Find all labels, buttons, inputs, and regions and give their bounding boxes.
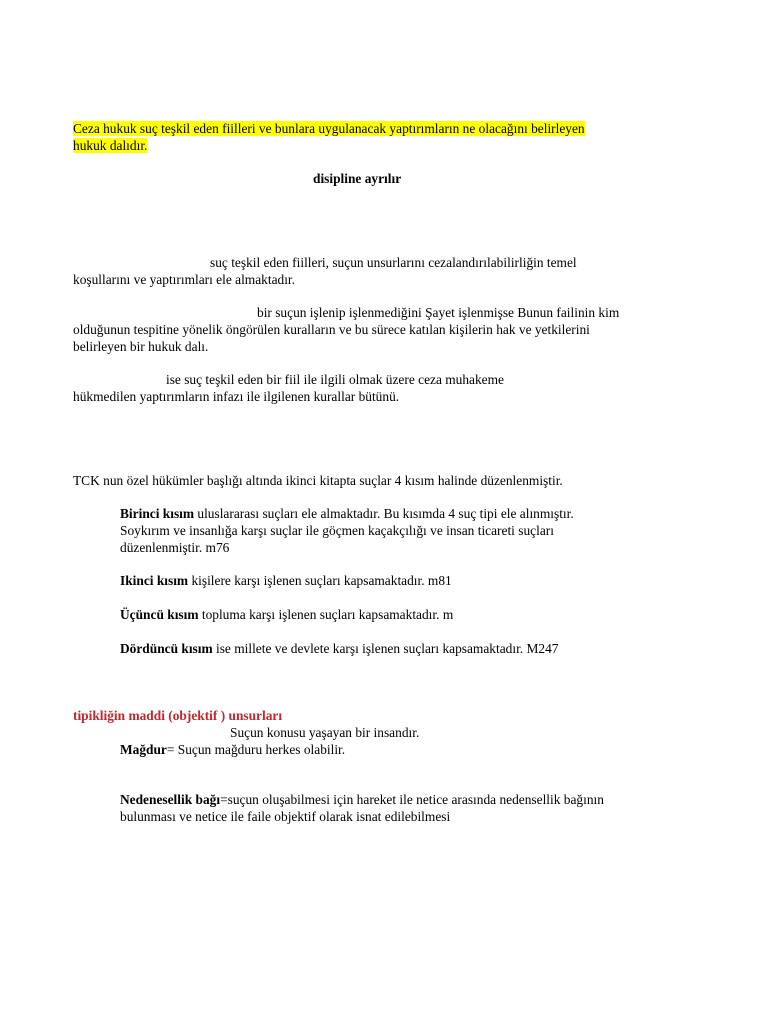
intro-paragraph <box>73 120 585 154</box>
elements-konu: Suçun konusu yaşayan bir insandır. <box>230 725 420 740</box>
tck-part-2 <box>120 572 452 589</box>
definition-2 <box>73 304 619 355</box>
tck-part-1-text: uluslararası suçları ele almaktadır. Bu kısımda 4 suç tipi ele alınmıştır. <box>194 506 574 521</box>
tck-part-3-label: Üçüncü kısım <box>120 607 199 622</box>
elements-heading: tipikliğin maddi (objektif ) unsurları <box>73 708 283 723</box>
magdur-label: Mağdur <box>120 742 167 757</box>
definition-1 <box>73 254 577 288</box>
elements-nedensellik <box>120 791 604 825</box>
subtitle: disipline ayrılır <box>313 171 402 186</box>
elements-magdur <box>120 741 345 758</box>
tck-intro: TCK nun özel hükümler başlığı altında ikinci kitapta suçlar 4 kısım halinde düzenlenmiştir. <box>73 473 563 488</box>
tck-part-4-label: Dördüncü kısım <box>120 641 213 656</box>
tck-part-4-text: ise millete ve devlete karşı işlenen suçları kapsamaktadır. M247 <box>212 641 559 656</box>
magdur-text: = Suçun mağduru herkes olabilir. <box>166 742 346 757</box>
definition-2-line-1: bir suçun işlenip işlenmediğini Şayet işlenmişse Bunun failinin kim <box>257 305 620 320</box>
intro-line-1: Ceza hukuk suç teşkil eden fiilleri ve bunlara uygulanacak yaptırımların ne olacağını belirleyen <box>73 121 585 136</box>
nedensellik-label: Nedenesellik bağı <box>120 792 221 807</box>
tck-part-1 <box>120 505 574 556</box>
tck-part-2-text: kişilere karşı işlenen suçları kapsamaktadır. m81 <box>188 573 452 588</box>
definition-3 <box>73 371 504 405</box>
tck-part-3 <box>120 606 453 623</box>
definition-2-line-2: olduğunun tespitine yönelik öngörülen kuralların ve bu sürece katılan kişilerin hak ve yetkilerini <box>73 322 590 337</box>
nedensellik-text: =suçun oluşabilmesi için hareket ile netice arasında nedensellik bağının <box>220 792 604 807</box>
tck-part-4 <box>120 640 558 657</box>
nedensellik-line-2: bulunması ve netice ile faile objektif olarak isnat edilebilmesi <box>120 809 451 824</box>
tck-part-2-label: Ikinci kısım <box>120 573 189 588</box>
tck-part-1-label: Birinci kısım <box>120 506 195 521</box>
tck-part-1-line-3: düzenlenmiştir. m76 <box>120 540 230 555</box>
definition-3-line-2: hükmedilen yaptırımların infazı ile ilgilenen kurallar bütünü. <box>73 389 400 404</box>
tck-part-1-line-2: Soykırım ve insanlığa karşı suçlar ile göçmen kaçakçılığı ve insan ticareti suçları <box>120 523 554 538</box>
definition-3-line-1: ise suç teşkil eden bir fiil ile ilgili olmak üzere ceza muhakeme <box>166 372 504 387</box>
definition-1-line-1: suç teşkil eden fiilleri, suçun unsurlarını cezalandırılabilirliğin temel <box>210 255 577 270</box>
definition-1-line-2: koşullarını ve yaptırımları ele almaktadır. <box>73 272 295 287</box>
intro-line-2: hukuk dalıdır. <box>73 138 148 153</box>
definition-2-line-3: belirleyen bir hukuk dalı. <box>73 339 209 354</box>
tck-part-3-text: topluma karşı işlenen suçları kapsamaktadır. m <box>198 607 454 622</box>
